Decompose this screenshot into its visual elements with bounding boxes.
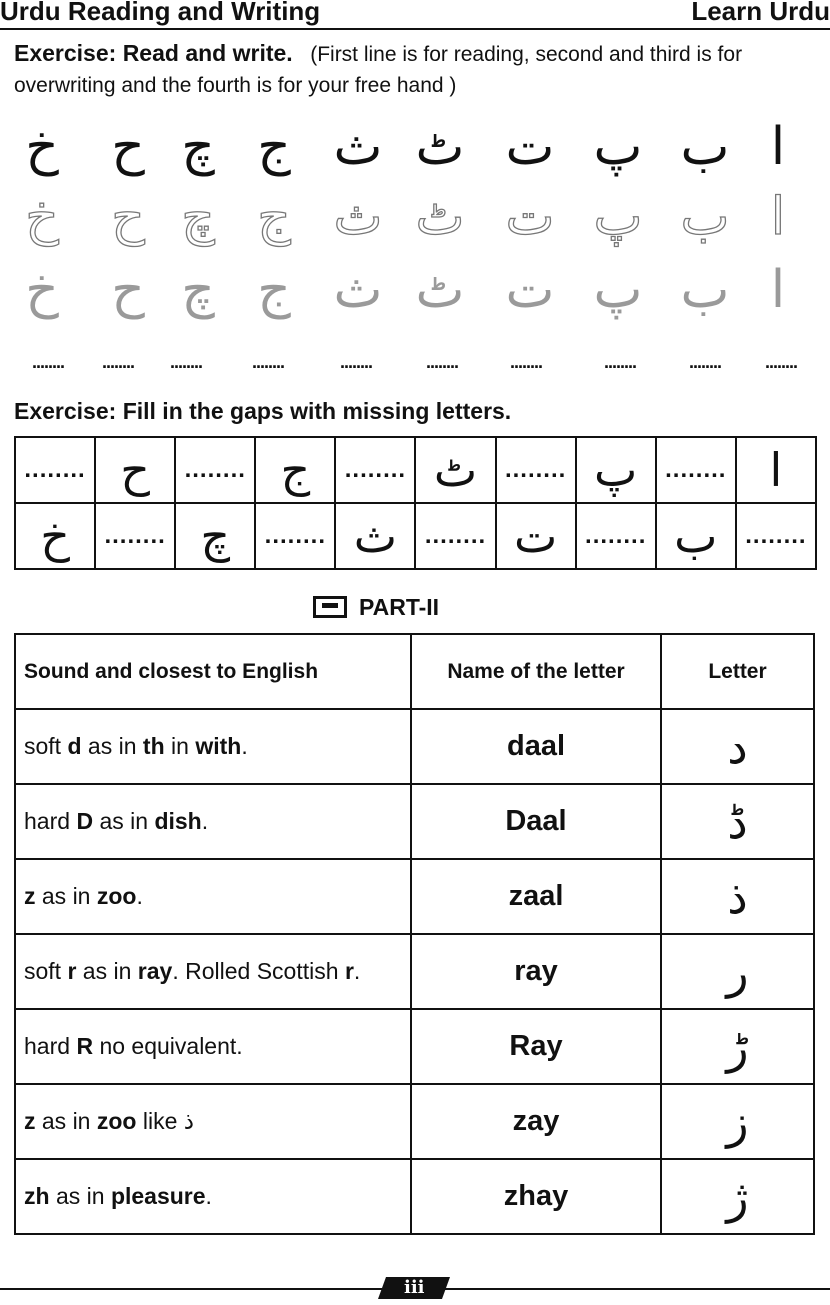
header-title: Urdu Reading and Writing: [0, 0, 321, 26]
sound-cell: z as in zoo.: [15, 859, 411, 934]
letter-name-cell: zaal: [411, 859, 661, 934]
table-row: [15, 1159, 814, 1234]
gap-letter: ج: [255, 437, 335, 503]
table-row: [15, 709, 814, 784]
free-hand-blank[interactable]: ........: [688, 352, 721, 372]
gap-blank[interactable]: ........: [175, 437, 255, 503]
letter-name-cell: ray: [411, 934, 661, 1009]
col-header-name: Name of the letter: [411, 634, 661, 709]
part-heading: [313, 594, 439, 621]
overwrite-row-2: [0, 255, 830, 335]
free-hand-blank[interactable]: ........: [603, 352, 636, 372]
letter-cell: چ: [181, 117, 215, 177]
gap-letter: چ: [175, 503, 255, 569]
letter-cell: ب: [680, 260, 730, 320]
free-hand-blank[interactable]: ........: [101, 352, 134, 372]
letter-glyph-cell: ڑ: [661, 1009, 814, 1084]
gap-blank[interactable]: ........: [496, 437, 576, 503]
letter-cell: ب: [680, 187, 730, 247]
sound-cell: z as in zoo like ذ: [15, 1084, 411, 1159]
gap-letter: ٹ: [415, 437, 495, 503]
sound-cell: soft d as in th in with.: [15, 709, 411, 784]
letter-glyph-cell: ژ: [661, 1159, 814, 1234]
page-number-badge: [378, 1277, 450, 1299]
letter-cell: ح: [111, 117, 145, 177]
sound-cell: hard D as in dish.: [15, 784, 411, 859]
table-row: [15, 934, 814, 1009]
exercise1-heading: [14, 38, 814, 101]
letter-name-cell: zhay: [411, 1159, 661, 1234]
table-row: [15, 784, 814, 859]
fill-gaps-table: [14, 436, 817, 570]
exercise2-title: Exercise: Fill in the gaps with missing letters.: [14, 398, 512, 424]
gap-letter: ا: [736, 437, 816, 503]
table-header-row: [15, 634, 814, 709]
part-title: PART-II: [359, 594, 440, 620]
letter-cell: ح: [111, 260, 145, 320]
free-hand-blank[interactable]: ........: [764, 352, 797, 372]
letter-cell: ٹ: [415, 117, 465, 177]
gap-blank[interactable]: ........: [656, 437, 736, 503]
letter-cell: خ: [25, 117, 59, 177]
gap-letter: ت: [496, 503, 576, 569]
letter-cell: پ: [593, 187, 643, 247]
letter-cell: ث: [333, 187, 383, 247]
letter-cell: پ: [593, 260, 643, 320]
letter-cell: خ: [25, 260, 59, 320]
gap-letter: ح: [95, 437, 175, 503]
gap-blank[interactable]: ........: [415, 503, 495, 569]
page-number: iii: [403, 1277, 425, 1298]
free-hand-blank[interactable]: ........: [169, 352, 202, 372]
letter-name-cell: zay: [411, 1084, 661, 1159]
letter-cell: خ: [25, 187, 59, 247]
sound-cell: soft r as in ray. Rolled Scottish r.: [15, 934, 411, 1009]
gap-letter: خ: [15, 503, 95, 569]
exercise1-title: Exercise: Read and write.: [14, 40, 293, 66]
gaps-row: [15, 437, 816, 503]
col-header-sound: Sound and closest to English: [15, 634, 411, 709]
free-hand-blank[interactable]: ........: [31, 352, 64, 372]
letter-name-cell: daal: [411, 709, 661, 784]
letter-cell: ا: [770, 117, 786, 177]
letter-cell: ث: [333, 117, 383, 177]
book-icon: [313, 596, 347, 618]
letters-table: [14, 633, 815, 1235]
letter-cell: ٹ: [415, 187, 465, 247]
free-hand-blank[interactable]: ........: [509, 352, 542, 372]
gap-blank[interactable]: ........: [736, 503, 816, 569]
letter-cell: ا: [770, 260, 786, 320]
header-subtitle: Learn Urdu: [691, 0, 830, 26]
letter-cell: ت: [505, 117, 555, 177]
letter-cell: ج: [257, 187, 291, 247]
table-row: [15, 1009, 814, 1084]
letter-cell: ت: [505, 260, 555, 320]
letter-cell: ٹ: [415, 260, 465, 320]
letter-cell: ح: [111, 187, 145, 247]
gap-blank[interactable]: ........: [15, 437, 95, 503]
gaps-row: [15, 503, 816, 569]
free-hand-blank[interactable]: ........: [425, 352, 458, 372]
letter-cell: ج: [257, 117, 291, 177]
letter-name-cell: Ray: [411, 1009, 661, 1084]
letter-cell: چ: [181, 187, 215, 247]
gap-blank[interactable]: ........: [95, 503, 175, 569]
table-row: [15, 1084, 814, 1159]
gap-letter: ث: [335, 503, 415, 569]
gap-blank[interactable]: ........: [255, 503, 335, 569]
reading-row: [0, 112, 830, 192]
letter-cell: ث: [333, 260, 383, 320]
letter-glyph-cell: د: [661, 709, 814, 784]
exercise1-instructions: (First line is for reading, second and third is for overwriting and the fourth is for your free hand ): [14, 43, 743, 97]
gap-letter: پ: [576, 437, 656, 503]
letter-cell: ب: [680, 117, 730, 177]
letter-glyph-cell: ذ: [661, 859, 814, 934]
letter-glyph-cell: ڈ: [661, 784, 814, 859]
gap-blank[interactable]: ........: [576, 503, 656, 569]
gap-blank[interactable]: ........: [335, 437, 415, 503]
letter-cell: پ: [593, 117, 643, 177]
col-header-letter: Letter: [661, 634, 814, 709]
letter-cell: ج: [257, 260, 291, 320]
sound-cell: zh as in pleasure.: [15, 1159, 411, 1234]
letter-cell: ا: [770, 187, 786, 247]
letter-cell: چ: [181, 260, 215, 320]
table-row: [15, 859, 814, 934]
letter-name-cell: Daal: [411, 784, 661, 859]
overwrite-row-1: [0, 182, 830, 262]
letter-glyph-cell: ر: [661, 934, 814, 1009]
letter-cell: ت: [505, 187, 555, 247]
gap-letter: ب: [656, 503, 736, 569]
letter-glyph-cell: ز: [661, 1084, 814, 1159]
free-hand-blank[interactable]: ........: [251, 352, 284, 372]
sound-cell: hard R no equivalent.: [15, 1009, 411, 1084]
page-header: [0, 0, 830, 30]
free-hand-blank[interactable]: ........: [339, 352, 372, 372]
